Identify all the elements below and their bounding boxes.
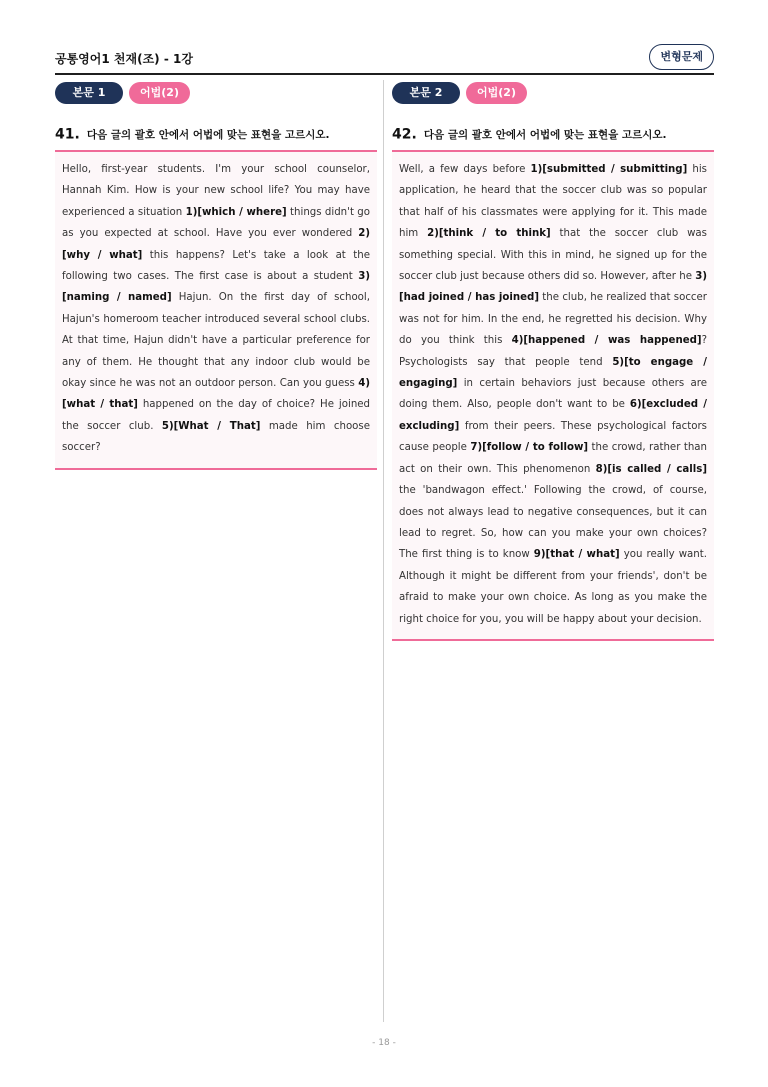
page-header xyxy=(55,44,714,76)
answer-choice: 5)[What / That] xyxy=(161,420,261,432)
answer-choice: 5)[to engage / engaging] xyxy=(399,356,707,390)
passage-box xyxy=(392,150,714,641)
question-text: 다음 글의 괄호 안에서 어법에 맞는 표현을 고르시오. xyxy=(86,129,330,141)
page-title: 공통영어1 천재(조) - 1강 xyxy=(55,52,193,66)
answer-choice: 7)[follow / to follow] xyxy=(470,442,589,454)
passage-text: Well, a few days before 1)[submitted / submitting] his application, he heard that the soccer club was so popular that half of his classmates were applying for it. This made him 2)[think / to think] that the soccer club was something special. With this in mind, he signed up for the soccer club just because others did so. However, after he 3)[had joined / has joined] the club, he realized that soccer was not for him. In the end, he regretted his decision. Why do you think this 4)[happened / was happened]? Psychologists say that people tend 5)[to engage / engaging] in certain behaviors just because others are doing them. Also, people don't want to be 6)[excluded / excluding] from their peers. These psychological factors cause people 7)[follow / to follow] the crowd, rather than act on their own. This phenomenon 8)[is called / calls] the 'bandwagon effect.' Following the crowd, of course, does not always lead to negative consequences, but it can lead to regret. So, how can you make your own choices? The first thing is to know 9)[that / what] you really want. Although it might be different from your friends', don't be afraid to make your own choice. As long as you make the right choice for you, you will be happy about your decision. xyxy=(399,164,708,625)
page-number: - 18 - xyxy=(372,1038,396,1048)
answer-choice: 4)[happened / was happened] xyxy=(511,335,702,347)
column-divider xyxy=(383,80,384,1022)
passage-text: Hello, first-year students. I'm your school counselor, Hannah Kim. How is your new school life? You may have experienced a situation 1)[which / where] things didn't go as you expected at school. Have you ever wondered 2)[why / what] this happens? Let's take a look at the following two cases. The first case is about a student 3)[naming / named] Hajun. On the first day of school, Hajun's homeroom teacher introduced several school clubs. At that time, Hajun didn't have a particular preference for any of them. He thought that any indoor club would be okay since he was not an outdoor person. Can you guess 4)[what / that] happened on the day of choice? He joined the soccer club. 5)[What / That] made him choose soccer? xyxy=(62,164,371,454)
answer-choice: 3)[had joined / has joined] xyxy=(399,271,707,304)
column-right xyxy=(392,82,714,641)
passage-tag: 본문 2 xyxy=(392,82,460,104)
answer-choice: 6)[excluded / excluding] xyxy=(399,399,707,432)
answer-choice: 3)[naming / named] xyxy=(62,271,370,304)
question-number: 41. xyxy=(55,126,80,143)
grammar-tag: 어법(2) xyxy=(466,82,527,104)
section-tags xyxy=(392,82,714,104)
answer-choice: 1)[submitted / submitting] xyxy=(530,164,688,175)
question-number: 42. xyxy=(392,126,417,143)
question-heading xyxy=(392,124,714,144)
question-type-badge: 변형문제 xyxy=(649,44,714,70)
answer-choice: 4)[what / that] xyxy=(62,378,370,411)
answer-choice: 2)[think / to think] xyxy=(427,228,551,240)
grammar-tag: 어법(2) xyxy=(129,82,190,104)
answer-choice: 9)[that / what] xyxy=(533,549,620,561)
answer-choice: 2)[why / what] xyxy=(62,228,370,261)
column-left xyxy=(55,82,377,470)
section-tags xyxy=(55,82,377,104)
question-text: 다음 글의 괄호 안에서 어법에 맞는 표현을 고르시오. xyxy=(423,129,667,141)
passage-tag: 본문 1 xyxy=(55,82,123,104)
question-heading xyxy=(55,124,377,144)
passage-box xyxy=(55,150,377,470)
answer-choice: 8)[is called / calls] xyxy=(595,463,707,475)
header-rule xyxy=(55,73,714,75)
answer-choice: 1)[which / where] xyxy=(185,206,287,218)
